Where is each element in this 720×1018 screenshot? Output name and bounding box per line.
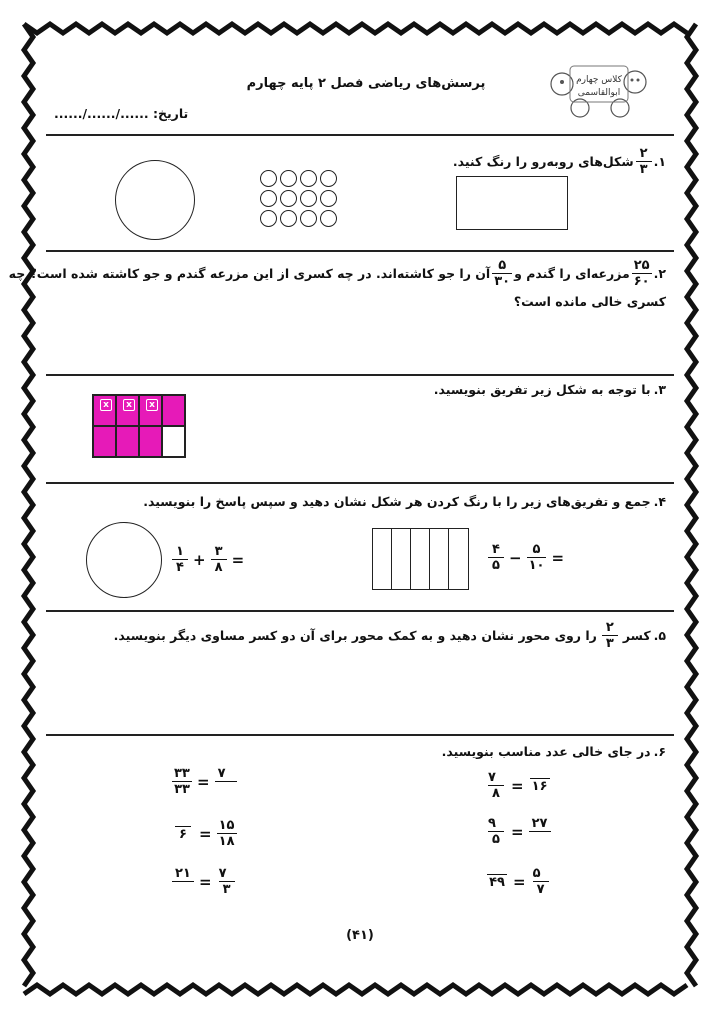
logo-text-line1: کلاس چهارم <box>576 75 622 85</box>
q3-shaded-cell <box>116 395 139 426</box>
divider <box>46 374 674 376</box>
q4-add-fraction-b: $\frac{۳}{۸}$ <box>211 544 227 575</box>
q1-dot[interactable] <box>320 190 337 207</box>
q5-text-1: کسر <box>622 628 651 643</box>
q6-equation-right-3 <box>484 866 553 897</box>
divider <box>46 734 674 736</box>
q4-text: جمع و تفریق‌های زیر را با رنگ کردن هر شکل نشان دهید و سپس پاسخ را بنویسید. <box>143 494 651 509</box>
question-3 <box>434 382 666 397</box>
border-left <box>24 24 33 986</box>
q6-fraction-b: ۱۶ <box>531 778 548 794</box>
border-top <box>24 24 687 33</box>
q1-dot-grid[interactable] <box>260 170 337 227</box>
q1-dot[interactable] <box>260 170 277 187</box>
q5-fraction: $\frac{۲}{۳}$ <box>602 620 618 651</box>
q4-addition-expression <box>170 544 247 575</box>
q1-dot[interactable] <box>280 190 297 207</box>
question-1 <box>453 146 666 177</box>
plus-sign: + <box>193 550 206 569</box>
q4-sub-fraction-b: $\frac{۵}{۱۰}$ <box>528 542 545 573</box>
divider <box>46 250 674 252</box>
q6-fraction-a: $\frac{۳۳}{۳۳}$ <box>174 766 190 797</box>
q4-sub-fraction-a: $\frac{۴}{۵}$ <box>488 542 504 573</box>
q1-dot[interactable] <box>320 170 337 187</box>
q3-number: ۳. <box>653 382 666 397</box>
q5-number: ۵. <box>653 628 666 643</box>
q1-dot[interactable] <box>300 210 317 227</box>
q6-equation-right-2 <box>484 816 553 847</box>
q6-equation-right-1 <box>484 770 553 801</box>
divider <box>46 610 674 612</box>
equals-sign: = <box>511 776 524 795</box>
q1-dot[interactable] <box>320 210 337 227</box>
question-2 <box>9 258 666 289</box>
q6-fraction-b: $\frac{۱۵}{۱۸}$ <box>218 818 235 849</box>
q3-shaded-cell <box>93 395 116 426</box>
q6-fraction-a: $\frac{۹}{۵}$ <box>486 816 506 847</box>
q3-shaded-cell <box>116 426 139 457</box>
q4-strip[interactable] <box>392 529 411 589</box>
cross-mark-icon: x <box>123 399 135 411</box>
equals-sign: = <box>511 822 524 841</box>
q2-text-3: کسری خالی مانده است؟ <box>513 294 666 309</box>
q3-empty-cell <box>162 426 185 457</box>
q6-fraction-b: $\frac{۷}{۳}$ <box>217 866 237 897</box>
logo-text-line2: ابوالقاسمی <box>577 88 621 98</box>
q6-number: ۶. <box>653 744 666 759</box>
q6-fraction-a: ۲۱ <box>172 866 194 897</box>
q1-dot[interactable] <box>280 210 297 227</box>
q6-equation-left-2 <box>170 818 239 849</box>
q2-text-2: آن را جو کاشته‌اند. در چه کسری از این مزرعه گندم و جو کاشته شده است؟ چه <box>8 266 491 281</box>
question-6 <box>442 744 666 759</box>
q6-equation-left-1 <box>170 766 239 797</box>
equals-sign: = <box>513 872 526 891</box>
q2-number: ۲. <box>653 266 666 281</box>
equals-sign: = <box>551 548 565 567</box>
q6-fraction-a: $\frac{۷}{۸}$ <box>486 770 506 801</box>
q1-dot[interactable] <box>280 170 297 187</box>
q3-fraction-grid <box>92 394 186 458</box>
q3-shaded-cell <box>139 426 162 457</box>
q3-shaded-cell <box>162 395 185 426</box>
q4-strip[interactable] <box>373 529 392 589</box>
q1-fraction: $\frac{۲}{۳}$ <box>636 146 652 177</box>
cross-mark-icon: x <box>146 399 158 411</box>
border-right <box>687 24 696 986</box>
equals-sign: = <box>231 550 245 569</box>
q4-number: ۴. <box>653 494 666 509</box>
q6-fraction-b: ۲۷ <box>529 816 551 847</box>
q2-fraction-1: $\frac{۲۵}{۶۰}$ <box>633 258 650 289</box>
q4-strip[interactable] <box>449 529 468 589</box>
q6-fraction-a: ۴۹ <box>489 874 505 890</box>
q1-rectangle-shape[interactable] <box>456 176 568 230</box>
q6-fraction-a: ۶ <box>172 826 194 842</box>
q3-shaded-cell <box>93 426 116 457</box>
q2-fraction-2: $\frac{۵}{۳۰}$ <box>494 258 511 289</box>
page-number: (۴۱) <box>346 928 374 943</box>
q1-dot[interactable] <box>300 170 317 187</box>
q1-number: ۱. <box>653 154 666 169</box>
equals-sign: = <box>199 872 212 891</box>
divider <box>46 482 674 484</box>
minus-sign: − <box>509 548 522 567</box>
q5-text-2: را روی محور نشان دهید و به کمک محور برای آن دو کسر مساوی دیگر بنویسید. <box>113 628 597 643</box>
q4-circle-shape[interactable] <box>86 522 162 598</box>
worksheet <box>8 48 674 970</box>
kids-logo-icon <box>540 58 658 120</box>
question-5 <box>114 620 666 651</box>
equals-sign: = <box>197 772 210 791</box>
page-title: پرسش‌های ریاضی فصل ۲ پایه چهارم <box>246 76 486 91</box>
question-4 <box>143 494 666 509</box>
q2-text-1: مزرعه‌ای را گندم و <box>514 266 630 281</box>
cross-mark-icon: x <box>100 399 112 411</box>
q4-add-fraction-a: $\frac{۱}{۴}$ <box>172 544 188 575</box>
q1-text: شکل‌های روبه‌رو را رنگ کنید. <box>452 154 634 169</box>
divider <box>46 134 674 136</box>
q6-fraction-b: ۷ <box>215 766 237 797</box>
q4-rectangle-strips[interactable] <box>372 528 469 590</box>
q6-text: در جای خالی عدد مناسب بنویسید. <box>441 744 651 759</box>
equals-sign: = <box>199 824 212 843</box>
q4-subtraction-expression <box>486 542 567 573</box>
q6-fraction-b: $\frac{۵}{۷}$ <box>531 866 551 897</box>
q6-equation-left-3 <box>170 866 239 897</box>
q1-circle-shape[interactable] <box>115 160 195 240</box>
q1-dot[interactable] <box>260 210 277 227</box>
q1-dot[interactable] <box>260 190 277 207</box>
date-field[interactable]: تاریخ: ....../....../...... <box>54 106 189 121</box>
q4-strip[interactable] <box>430 529 449 589</box>
border-bottom <box>24 985 687 994</box>
q1-dot[interactable] <box>300 190 317 207</box>
q3-shaded-cell <box>139 395 162 426</box>
q4-strip[interactable] <box>411 529 430 589</box>
q3-text: با توجه به شکل زیر تفریق بنویسید. <box>433 382 651 397</box>
